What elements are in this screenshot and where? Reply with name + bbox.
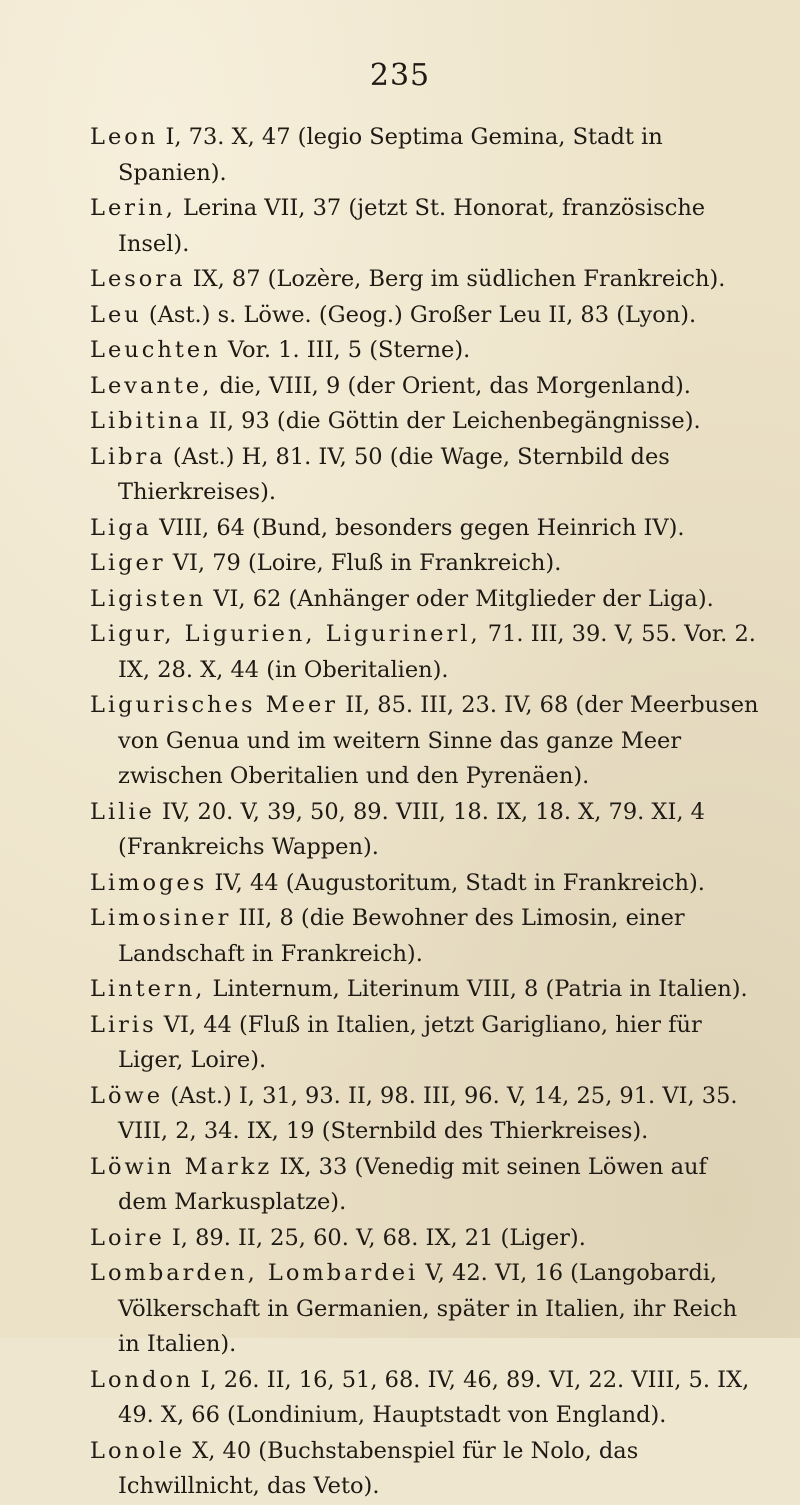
entry-headword: Libitina — [90, 408, 202, 434]
entry-headword: Ligurisches Meer — [90, 692, 339, 718]
entry-headword: Liger — [90, 550, 166, 576]
entry-headword: Liris — [90, 1011, 157, 1038]
index-entry — [90, 617, 760, 688]
entry-headword: Liga — [90, 514, 152, 541]
index-entry — [90, 1256, 760, 1363]
entry-headword: Levante, — [90, 372, 213, 399]
entry-headword: Loire — [90, 1224, 165, 1251]
entry-text: Linternum, Literinum VIII, 8 (Patria in Italien). — [212, 976, 748, 1002]
entry-text: I, 26. II, 16, 51, 68. IV, 46, 89. VI, 22. VIII, 5. IX, 49. X, 66 (Londinium, Hauptstadt von England). — [118, 1366, 750, 1428]
index-entry — [90, 440, 760, 511]
index-entry — [90, 1221, 760, 1257]
index-entry — [90, 795, 760, 866]
entry-text: VI, 62 (Anhänger oder Mitglieder der Liga). — [213, 585, 714, 612]
entry-headword: Ligur, Ligurien, Ligurinerl, — [90, 621, 481, 647]
index-entry — [90, 901, 760, 972]
page-number: 235 — [369, 58, 431, 93]
entry-headword: Lerin, — [90, 195, 176, 221]
entry-headword: Löwin Markz — [90, 1153, 273, 1180]
entry-text: VIII, 64 (Bund, besonders gegen Heinrich IV). — [159, 514, 685, 541]
index-entry — [90, 511, 760, 547]
entry-headword: Lilie — [90, 798, 155, 825]
entry-headword: Lombarden, Lombardei — [90, 1260, 419, 1286]
index-entry — [90, 688, 760, 795]
entry-text: die, VIII, 9 (der Orient, das Morgenland). — [219, 372, 691, 399]
entry-headword: Ligisten — [90, 585, 207, 612]
entry-headword: Libra — [90, 443, 166, 470]
index-entries — [90, 120, 760, 1505]
entry-text: (Ast.) s. Löwe. (Geog.) Großer Leu II, 83 (Lyon). — [148, 301, 697, 328]
index-entry — [90, 972, 760, 1008]
entry-text: VI, 79 (Loire, Fluß in Frankreich). — [172, 550, 562, 576]
index-entry — [90, 1008, 760, 1079]
index-entry — [90, 1079, 760, 1150]
entry-text: IV, 20. V, 39, 50, 89. VIII, 18. IX, 18. X, 79. XI, 4 (Frankreichs Wappen). — [118, 798, 705, 860]
entry-headword: London — [90, 1366, 194, 1393]
index-entry — [90, 333, 760, 369]
entry-headword: Leon — [90, 124, 159, 150]
index-entry — [90, 1363, 760, 1434]
entry-text: IV, 44 (Augustoritum, Stadt in Frankreich). — [214, 869, 705, 896]
entry-headword: Leu — [90, 301, 142, 328]
index-entry — [90, 191, 760, 262]
entry-text: Lerina VII, 37 (jetzt St. Honorat, französische Insel). — [118, 195, 706, 257]
index-entry — [90, 120, 760, 191]
index-entry — [90, 369, 760, 405]
index-entry — [90, 1150, 760, 1221]
entry-headword: Löwe — [90, 1082, 164, 1109]
index-entry — [90, 262, 760, 298]
entry-text: I, 89. II, 25, 60. V, 68. IX, 21 (Liger). — [171, 1224, 586, 1251]
entry-text: IX, 33 (Venedig mit seinen Löwen auf dem Markusplatze). — [118, 1153, 707, 1215]
entry-headword: Limosiner — [90, 905, 232, 931]
index-entry — [90, 546, 760, 582]
entry-text: II, 93 (die Göttin der Leichenbegängnisse). — [209, 408, 701, 434]
entry-text: III, 8 (die Bewohner des Limosin, einer Landschaft in Frankreich). — [118, 905, 685, 967]
index-entry — [90, 582, 760, 618]
index-entry — [90, 1434, 760, 1505]
index-entry — [90, 404, 760, 440]
index-entry — [90, 298, 760, 334]
entry-headword: Lonole — [90, 1437, 186, 1464]
entry-text: V, 42. VI, 16 (Langobardi, Völkerschaft in Germanien, später in Italien, ihr Reich in Italien). — [118, 1260, 738, 1357]
entry-text: VI, 44 (Fluß in Italien, jetzt Garigliano, hier für Liger, Loire). — [118, 1011, 702, 1073]
entry-headword: Lesora — [90, 266, 186, 292]
entry-text: X, 40 (Buchstabenspiel für le Nolo, das Ichwillnicht, das Veto). — [118, 1437, 639, 1499]
entry-text: (Ast.) H, 81. IV, 50 (die Wage, Sternbild des Thierkreises). — [118, 443, 670, 505]
entry-headword: Limoges — [90, 869, 208, 896]
entry-text: 71. III, 39. V, 55. Vor. 2. IX, 28. X, 44 (in Oberitalien). — [118, 621, 756, 683]
entry-text: II, 85. III, 23. IV, 68 (der Meerbusen von Genua und im weitern Sinne das ganze Meer zwischen Oberitalien und den Pyrenäen). — [118, 692, 759, 789]
entry-text: IX, 87 (Lozère, Berg im südlichen Frankreich). — [192, 266, 726, 292]
entry-headword: Leuchten — [90, 337, 221, 363]
entry-text: (Ast.) I, 31, 93. II, 98. III, 96. V, 14, 25, 91. VI, 35. VIII, 2, 34. IX, 19 (Sternbild des Thierkreises). — [118, 1082, 738, 1144]
entry-text: I, 73. X, 47 (legio Septima Gemina, Stadt in Spanien). — [118, 124, 663, 186]
entry-text: Vor. 1. III, 5 (Sterne). — [227, 337, 471, 363]
entry-headword: Lintern, — [90, 976, 206, 1002]
index-entry — [90, 866, 760, 902]
